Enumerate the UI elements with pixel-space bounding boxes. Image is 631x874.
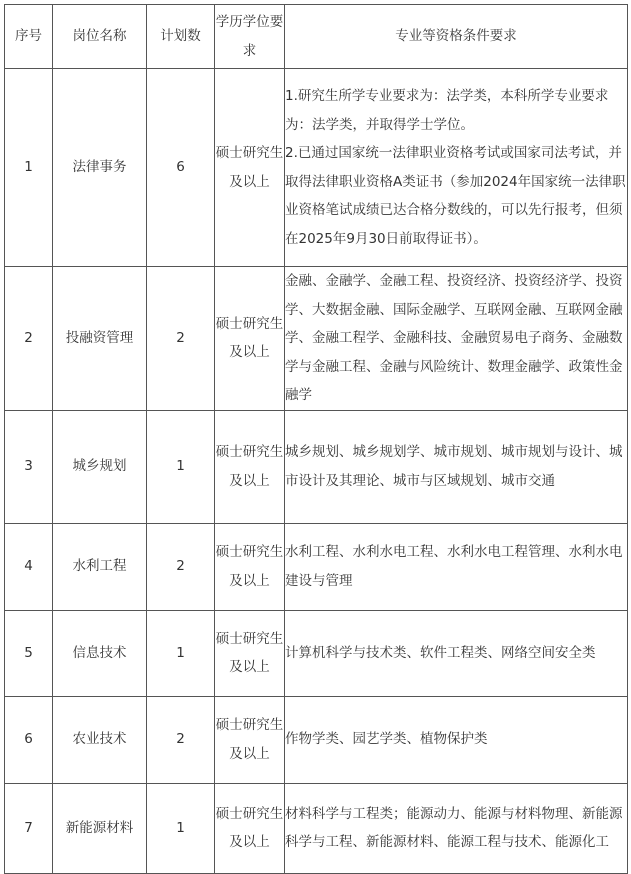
table-row — [5, 523, 628, 610]
row-requirements: 1.研究生所学专业要求为：法学类，本科所学专业要求为：法学类，并取得学士学位。 2.已通过国家统一法律职业资格考试或国家司法考试，并取得法律职业资格A类证书（参加2024年国家统一法律职业资格笔试成绩已达合格分数线的，可以先行报考，但须在2025年9月30日前取得证书）。 — [285, 69, 628, 267]
row-education: 硕士研究生及以上 — [215, 69, 285, 267]
table-body — [5, 69, 628, 874]
row-education: 硕士研究生及以上 — [215, 610, 285, 696]
header-row — [5, 5, 628, 69]
row-requirements: 金融、金融学、金融工程、投资经济、投资经济学、投资学、大数据金融、国际金融学、互联网金融、互联网金融学、金融工程学、金融科技、金融贸易电子商务、金融数学与金融工程、金融与风险统计、数理金融学、政策性金融学 — [285, 267, 628, 411]
row-count: 6 — [147, 69, 215, 267]
row-requirements: 城乡规划、城乡规划学、城市规划、城市规划与设计、城市设计及其理论、城市与区域规划、城市交通 — [285, 410, 628, 523]
row-serial: 2 — [5, 267, 53, 411]
header-education: 学历学位要求 — [215, 5, 285, 69]
table-row — [5, 696, 628, 783]
header-position: 岗位名称 — [53, 5, 147, 69]
row-requirements: 水利工程、水利水电工程、水利水电工程管理、水利水电建设与管理 — [285, 523, 628, 610]
row-position: 新能源材料 — [53, 783, 147, 873]
row-serial: 7 — [5, 783, 53, 873]
row-requirements: 作物学类、园艺学类、植物保护类 — [285, 696, 628, 783]
table-row — [5, 69, 628, 267]
row-position: 城乡规划 — [53, 410, 147, 523]
row-position: 法律事务 — [53, 69, 147, 267]
table-row — [5, 610, 628, 696]
row-education: 硕士研究生及以上 — [215, 267, 285, 411]
row-serial: 6 — [5, 696, 53, 783]
row-education: 硕士研究生及以上 — [215, 410, 285, 523]
row-position: 水利工程 — [53, 523, 147, 610]
row-serial: 3 — [5, 410, 53, 523]
row-position: 信息技术 — [53, 610, 147, 696]
table-row — [5, 783, 628, 873]
recruitment-table — [4, 4, 628, 874]
row-serial: 1 — [5, 69, 53, 267]
table-row — [5, 267, 628, 411]
row-count: 2 — [147, 696, 215, 783]
row-position: 农业技术 — [53, 696, 147, 783]
row-position: 投融资管理 — [53, 267, 147, 411]
row-count: 1 — [147, 783, 215, 873]
row-count: 2 — [147, 267, 215, 411]
row-count: 1 — [147, 610, 215, 696]
row-education: 硕士研究生及以上 — [215, 523, 285, 610]
row-education: 硕士研究生及以上 — [215, 783, 285, 873]
row-requirements: 材料科学与工程类；能源动力、能源与材料物理、新能源科学与工程、新能源材料、能源工程与技术、能源化工 — [285, 783, 628, 873]
header-serial: 序号 — [5, 5, 53, 69]
row-serial: 5 — [5, 610, 53, 696]
header-requirements: 专业等资格条件要求 — [285, 5, 628, 69]
header-count: 计划数 — [147, 5, 215, 69]
row-requirements: 计算机科学与技术类、软件工程类、网络空间安全类 — [285, 610, 628, 696]
row-count: 2 — [147, 523, 215, 610]
row-count: 1 — [147, 410, 215, 523]
row-serial: 4 — [5, 523, 53, 610]
table-row — [5, 410, 628, 523]
row-education: 硕士研究生及以上 — [215, 696, 285, 783]
